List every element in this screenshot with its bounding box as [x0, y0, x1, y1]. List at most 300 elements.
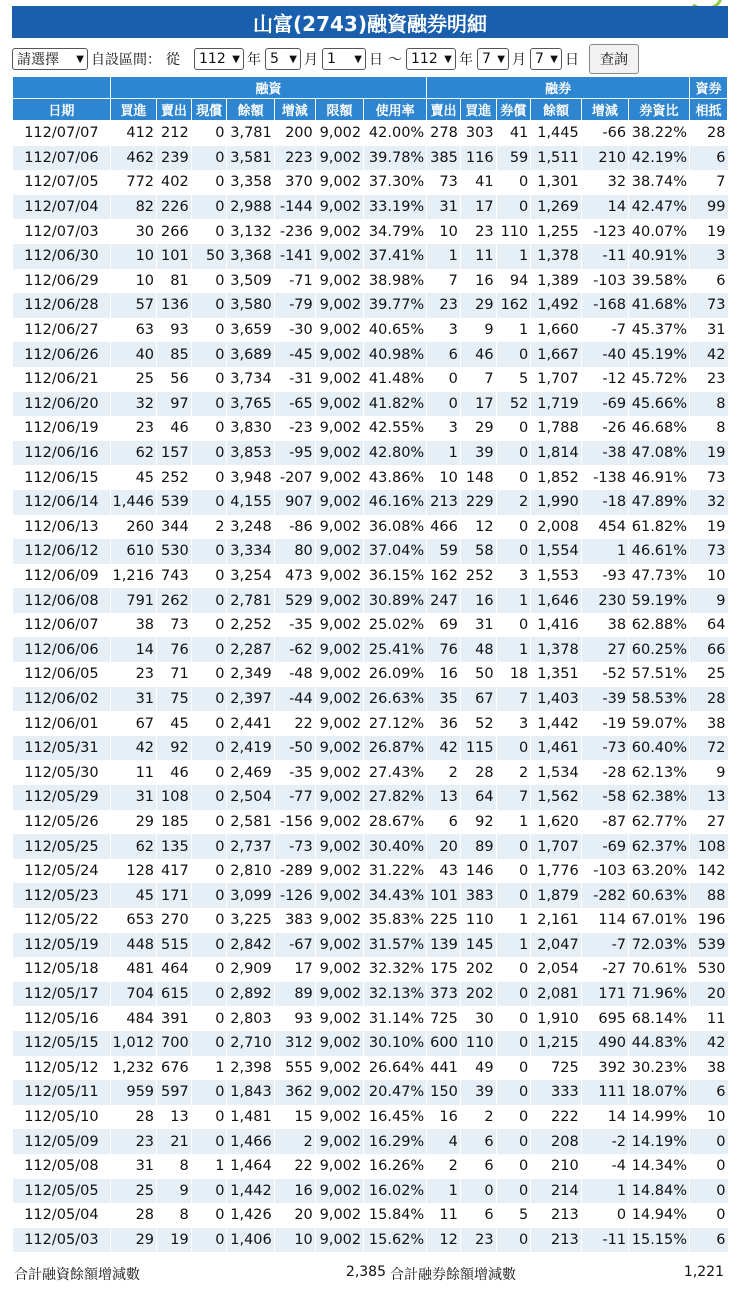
table-cell: 539 — [157, 490, 192, 515]
query-button[interactable]: 查詢 — [589, 44, 639, 74]
table-cell: 8 — [157, 1154, 192, 1179]
table-cell: 1,719 — [531, 392, 581, 417]
table-cell: 0 — [496, 883, 531, 908]
table-cell: 2,252 — [227, 613, 274, 638]
table-cell: 10 — [690, 564, 728, 589]
table-cell: -35 — [274, 760, 315, 785]
table-cell: 2,047 — [531, 933, 581, 958]
col-margin-sell: 賣出 — [157, 99, 192, 121]
table-cell: 725 — [531, 1056, 581, 1081]
table-cell: 73 — [690, 465, 728, 490]
end-day-value: 7 — [535, 51, 544, 67]
table-cell: 1,492 — [531, 293, 581, 318]
short-total-value: 1,221 — [683, 1264, 724, 1280]
table-row — [13, 908, 728, 933]
preset-select-value: 請選擇 — [17, 52, 59, 68]
table-cell: 0 — [191, 219, 227, 244]
table-cell: 0 — [191, 367, 227, 392]
table-cell: 142 — [690, 859, 728, 884]
table-cell: 0 — [191, 539, 227, 564]
row-date: 112/06/12 — [13, 539, 111, 564]
header-blank — [13, 77, 111, 99]
table-cell: 3,734 — [227, 367, 274, 392]
table-cell: 481 — [110, 957, 156, 982]
table-cell: 1,378 — [531, 244, 581, 269]
table-cell: 46 — [157, 760, 192, 785]
table-cell: 9,002 — [315, 416, 363, 441]
custom-range-label: 自設區間： — [91, 52, 161, 68]
table-cell: 1,879 — [531, 883, 581, 908]
table-row — [13, 1105, 728, 1130]
row-date: 112/06/21 — [13, 367, 111, 392]
table-cell: 31 — [110, 785, 156, 810]
table-cell: 14.94% — [629, 1203, 690, 1228]
row-date: 112/06/09 — [13, 564, 111, 589]
table-cell: 213 — [531, 1228, 581, 1253]
table-cell: 2,781 — [227, 588, 274, 613]
table-cell: 9,002 — [315, 834, 363, 859]
table-cell: 6 — [690, 1228, 728, 1253]
table-cell: 1,814 — [531, 441, 581, 466]
table-cell: 3,358 — [227, 170, 274, 195]
table-row — [13, 711, 728, 736]
table-cell: 448 — [110, 933, 156, 958]
table-cell: 0 — [496, 342, 531, 367]
table-cell: 73 — [157, 613, 192, 638]
table-cell: 47.73% — [629, 564, 690, 589]
table-row — [13, 195, 728, 220]
table-cell: 67 — [110, 711, 156, 736]
table-cell: 1,707 — [531, 834, 581, 859]
row-date: 112/05/23 — [13, 883, 111, 908]
table-cell: 490 — [581, 1031, 628, 1056]
table-cell: 3 — [690, 244, 728, 269]
table-cell: 28 — [690, 687, 728, 712]
table-cell: 0 — [191, 269, 227, 294]
row-date: 112/05/17 — [13, 982, 111, 1007]
table-cell: -73 — [581, 736, 628, 761]
chevron-down-icon: ▼ — [550, 53, 558, 65]
table-cell: 146 — [460, 859, 496, 884]
table-row — [13, 170, 728, 195]
table-cell: 48 — [460, 637, 496, 662]
table-row — [13, 392, 728, 417]
table-cell: 31 — [690, 318, 728, 343]
short-total-label: 合計融券餘額增減數 — [390, 1267, 516, 1283]
chevron-down-icon: ▼ — [232, 53, 240, 65]
table-cell: 8 — [157, 1203, 192, 1228]
table-cell: 38 — [581, 613, 628, 638]
table-cell: 16 — [274, 1179, 315, 1204]
start-year-select[interactable] — [194, 48, 244, 70]
table-cell: -156 — [274, 810, 315, 835]
col-short-buy: 買進 — [460, 99, 496, 121]
table-cell: 417 — [157, 859, 192, 884]
table-cell: 9,002 — [315, 933, 363, 958]
table-cell: 1 — [581, 539, 628, 564]
table-cell: 6 — [427, 810, 461, 835]
table-cell: 9 — [690, 588, 728, 613]
row-date: 112/06/29 — [13, 269, 111, 294]
table-cell: -62 — [274, 637, 315, 662]
table-cell: 1 — [496, 908, 531, 933]
table-cell: 196 — [690, 908, 728, 933]
table-cell: -69 — [581, 834, 628, 859]
table-cell: 6 — [460, 1129, 496, 1154]
table-cell: 30 — [460, 1006, 496, 1031]
table-row — [13, 588, 728, 613]
table-cell: 2,810 — [227, 859, 274, 884]
table-cell: -71 — [274, 269, 315, 294]
col-stock-repay: 券償 — [496, 99, 531, 121]
table-cell: 0 — [690, 1179, 728, 1204]
table-row — [13, 465, 728, 490]
table-cell: 229 — [460, 490, 496, 515]
table-cell: 0 — [191, 318, 227, 343]
table-cell: 539 — [690, 933, 728, 958]
table-cell: 19 — [690, 441, 728, 466]
table-cell: 40.07% — [629, 219, 690, 244]
table-cell: 42 — [110, 736, 156, 761]
table-cell: 45.37% — [629, 318, 690, 343]
table-cell: 9,002 — [315, 1154, 363, 1179]
table-cell: 1,445 — [531, 121, 581, 146]
row-date: 112/07/03 — [13, 219, 111, 244]
table-cell: 25.41% — [364, 637, 427, 662]
table-cell: 139 — [427, 933, 461, 958]
table-cell: 42 — [690, 1031, 728, 1056]
table-cell: 16.29% — [364, 1129, 427, 1154]
table-cell: 25 — [110, 1179, 156, 1204]
table-cell: 30 — [110, 219, 156, 244]
table-cell: 23 — [427, 293, 461, 318]
table-cell: 1 — [427, 1179, 461, 1204]
table-cell: 653 — [110, 908, 156, 933]
table-cell: 14 — [581, 195, 628, 220]
table-cell: 17 — [460, 392, 496, 417]
table-cell: 0 — [496, 170, 531, 195]
table-cell: 45 — [110, 465, 156, 490]
row-date: 112/07/05 — [13, 170, 111, 195]
table-cell: 370 — [274, 170, 315, 195]
table-cell: 30.89% — [364, 588, 427, 613]
table-cell: 1,216 — [110, 564, 156, 589]
table-cell: 9,002 — [315, 1105, 363, 1130]
table-cell: 38.22% — [629, 121, 690, 146]
table-cell: 68.14% — [629, 1006, 690, 1031]
end-month-value: 7 — [482, 51, 491, 67]
table-cell: 28 — [110, 1105, 156, 1130]
table-cell: 46.61% — [629, 539, 690, 564]
table-cell: 208 — [531, 1129, 581, 1154]
table-cell: 42.00% — [364, 121, 427, 146]
margin-total-label: 合計融資餘額增減數 — [14, 1267, 140, 1283]
table-cell: 530 — [157, 539, 192, 564]
table-cell: 1 — [581, 1179, 628, 1204]
table-cell: 0 — [496, 1105, 531, 1130]
row-date: 112/05/04 — [13, 1203, 111, 1228]
table-cell: 0 — [581, 1203, 628, 1228]
table-cell: 213 — [427, 490, 461, 515]
table-cell: 9,002 — [315, 613, 363, 638]
table-cell: 597 — [157, 1080, 192, 1105]
table-cell: 9,002 — [315, 1006, 363, 1031]
table-cell: 27.12% — [364, 711, 427, 736]
table-cell: 162 — [496, 293, 531, 318]
table-cell: -27 — [581, 957, 628, 982]
table-cell: 39 — [460, 1080, 496, 1105]
table-cell: 907 — [274, 490, 315, 515]
table-cell: 25 — [690, 662, 728, 687]
table-cell: 28 — [460, 760, 496, 785]
end-year-value: 112 — [411, 51, 438, 67]
table-cell: 9,002 — [315, 957, 363, 982]
table-cell: 704 — [110, 982, 156, 1007]
table-row — [13, 1179, 728, 1204]
table-cell: 31.14% — [364, 1006, 427, 1031]
row-date: 112/06/19 — [13, 416, 111, 441]
table-body — [13, 121, 728, 1253]
table-cell: 42 — [690, 342, 728, 367]
table-row — [13, 490, 728, 515]
table-cell: 1,416 — [531, 613, 581, 638]
table-cell: 0 — [191, 613, 227, 638]
table-cell: 26.64% — [364, 1056, 427, 1081]
table-cell: 3,830 — [227, 416, 274, 441]
table-cell: 3,659 — [227, 318, 274, 343]
chevron-down-icon: ▼ — [444, 53, 452, 65]
table-cell: 52 — [460, 711, 496, 736]
start-day-select[interactable] — [322, 48, 366, 70]
table-cell: 13 — [690, 785, 728, 810]
table-cell: 1 — [496, 244, 531, 269]
row-date: 112/06/26 — [13, 342, 111, 367]
table-cell: 700 — [157, 1031, 192, 1056]
table-cell: 14 — [581, 1105, 628, 1130]
table-cell: 31 — [110, 687, 156, 712]
table-cell: 114 — [581, 908, 628, 933]
table-cell: 385 — [427, 146, 461, 171]
table-row — [13, 219, 728, 244]
table-cell: 88 — [690, 883, 728, 908]
table-cell: 9 — [460, 318, 496, 343]
col-margin-balance: 餘額 — [227, 99, 274, 121]
table-cell: 16 — [460, 588, 496, 613]
table-cell: 3 — [427, 318, 461, 343]
table-cell: 0 — [191, 785, 227, 810]
table-cell: 40.98% — [364, 342, 427, 367]
table-cell: -4 — [581, 1154, 628, 1179]
table-row — [13, 982, 728, 1007]
row-date: 112/05/10 — [13, 1105, 111, 1130]
table-cell: 412 — [110, 121, 156, 146]
table-cell: 32.32% — [364, 957, 427, 982]
table-cell: 676 — [157, 1056, 192, 1081]
table-cell: 62 — [110, 834, 156, 859]
table-cell: -48 — [274, 662, 315, 687]
table-cell: 212 — [157, 121, 192, 146]
table-cell: 3 — [496, 564, 531, 589]
table-cell: 36.15% — [364, 564, 427, 589]
table-cell: 2,419 — [227, 736, 274, 761]
table-cell: 41 — [460, 170, 496, 195]
table-cell: 32.13% — [364, 982, 427, 1007]
table-cell: 33.19% — [364, 195, 427, 220]
table-cell: 108 — [690, 834, 728, 859]
table-cell: 45 — [157, 711, 192, 736]
row-date: 112/05/05 — [13, 1179, 111, 1204]
table-cell: 3,248 — [227, 515, 274, 540]
table-cell: 171 — [157, 883, 192, 908]
table-cell: 312 — [274, 1031, 315, 1056]
table-cell: 72 — [690, 736, 728, 761]
end-year-select[interactable] — [406, 48, 456, 70]
table-cell: 9,002 — [315, 318, 363, 343]
table-cell: 9 — [157, 1179, 192, 1204]
table-cell: 9,002 — [315, 564, 363, 589]
preset-select[interactable] — [12, 48, 88, 70]
table-cell: 73 — [690, 293, 728, 318]
table-cell: 2,441 — [227, 711, 274, 736]
table-cell: 62.13% — [629, 760, 690, 785]
margin-total-value: 2,385 — [345, 1264, 386, 1280]
row-date: 112/05/11 — [13, 1080, 111, 1105]
table-cell: 9,002 — [315, 1228, 363, 1253]
table-cell: 45.72% — [629, 367, 690, 392]
row-date: 112/07/06 — [13, 146, 111, 171]
table-cell: 2,737 — [227, 834, 274, 859]
table-cell: 71 — [157, 662, 192, 687]
table-cell: 46.16% — [364, 490, 427, 515]
table-cell: -26 — [581, 416, 628, 441]
table-cell: 44.83% — [629, 1031, 690, 1056]
table-cell: -50 — [274, 736, 315, 761]
table-cell: 0 — [191, 810, 227, 835]
start-day-value: 1 — [327, 51, 336, 67]
table-cell: 1,511 — [531, 146, 581, 171]
table-cell: 41.48% — [364, 367, 427, 392]
table-cell: 202 — [460, 957, 496, 982]
table-cell: 1,707 — [531, 367, 581, 392]
table-cell: 0 — [191, 933, 227, 958]
end-month-select[interactable] — [477, 48, 509, 70]
row-date: 112/05/12 — [13, 1056, 111, 1081]
table-cell: 0 — [496, 1056, 531, 1081]
table-row — [13, 1228, 728, 1253]
table-cell: 128 — [110, 859, 156, 884]
table-row — [13, 613, 728, 638]
table-cell: 2,504 — [227, 785, 274, 810]
table-cell: 1,389 — [531, 269, 581, 294]
table-cell: 43 — [427, 859, 461, 884]
table-cell: 9,002 — [315, 1080, 363, 1105]
table-cell: 2,469 — [227, 760, 274, 785]
table-cell: 0 — [496, 982, 531, 1007]
table-cell: 1 — [496, 637, 531, 662]
table-cell: 89 — [274, 982, 315, 1007]
row-date: 112/05/09 — [13, 1129, 111, 1154]
table-cell: 0 — [191, 1031, 227, 1056]
table-cell: 62.38% — [629, 785, 690, 810]
table-cell: 20 — [690, 982, 728, 1007]
table-cell: 73 — [427, 170, 461, 195]
table-cell: 0 — [191, 1080, 227, 1105]
table-cell: 454 — [581, 515, 628, 540]
table-cell: 1 — [427, 441, 461, 466]
table-cell: 214 — [531, 1179, 581, 1204]
table-row — [13, 342, 728, 367]
start-month-value: 5 — [270, 51, 279, 67]
table-cell: 9,002 — [315, 711, 363, 736]
table-cell: 2,803 — [227, 1006, 274, 1031]
table-cell: -168 — [581, 293, 628, 318]
month-label: 月 — [304, 52, 318, 68]
table-cell: 0 — [191, 588, 227, 613]
table-cell: 60.63% — [629, 883, 690, 908]
table-cell: 31.22% — [364, 859, 427, 884]
table-cell: 29 — [110, 810, 156, 835]
table-cell: 38.74% — [629, 170, 690, 195]
table-cell: 0 — [191, 1179, 227, 1204]
table-cell: 466 — [427, 515, 461, 540]
col-margin-change: 增減 — [274, 99, 315, 121]
table-cell: 110 — [460, 1031, 496, 1056]
page-title: 山富(2743)融資融券明細 — [12, 6, 728, 38]
table-cell: 17 — [274, 957, 315, 982]
table-cell: 46 — [157, 416, 192, 441]
table-cell: -40 — [581, 342, 628, 367]
table-cell: 0 — [496, 1154, 531, 1179]
start-month-select[interactable] — [265, 48, 301, 70]
table-cell: 9,002 — [315, 146, 363, 171]
table-cell: 16 — [460, 269, 496, 294]
table-cell: 3,509 — [227, 269, 274, 294]
table-cell: 0 — [496, 859, 531, 884]
chevron-down-icon: ▼ — [354, 53, 362, 65]
table-cell: 0 — [496, 515, 531, 540]
table-cell: 45.19% — [629, 342, 690, 367]
table-cell: 3,580 — [227, 293, 274, 318]
table-cell: 31 — [460, 613, 496, 638]
table-cell: 19 — [690, 219, 728, 244]
table-cell: 89 — [460, 834, 496, 859]
row-date: 112/06/02 — [13, 687, 111, 712]
table-cell: 1 — [496, 810, 531, 835]
table-cell: 25 — [110, 367, 156, 392]
table-cell: 64 — [690, 613, 728, 638]
table-cell: 1,215 — [531, 1031, 581, 1056]
table-cell: 9,002 — [315, 244, 363, 269]
row-date: 112/06/30 — [13, 244, 111, 269]
table-cell: 14.19% — [629, 1129, 690, 1154]
table-cell: 3,689 — [227, 342, 274, 367]
table-cell: 0 — [191, 121, 227, 146]
table-cell: 25.02% — [364, 613, 427, 638]
table-cell: 0 — [496, 539, 531, 564]
table-row — [13, 834, 728, 859]
table-cell: 0 — [191, 146, 227, 171]
table-cell: 0 — [191, 760, 227, 785]
table-cell: 5 — [496, 1203, 531, 1228]
table-cell: 1,378 — [531, 637, 581, 662]
end-day-select[interactable] — [530, 48, 562, 70]
table-cell: -66 — [581, 121, 628, 146]
table-cell: 38.98% — [364, 269, 427, 294]
table-cell: -138 — [581, 465, 628, 490]
table-cell: 1,776 — [531, 859, 581, 884]
table-row — [13, 539, 728, 564]
table-cell: 14.34% — [629, 1154, 690, 1179]
